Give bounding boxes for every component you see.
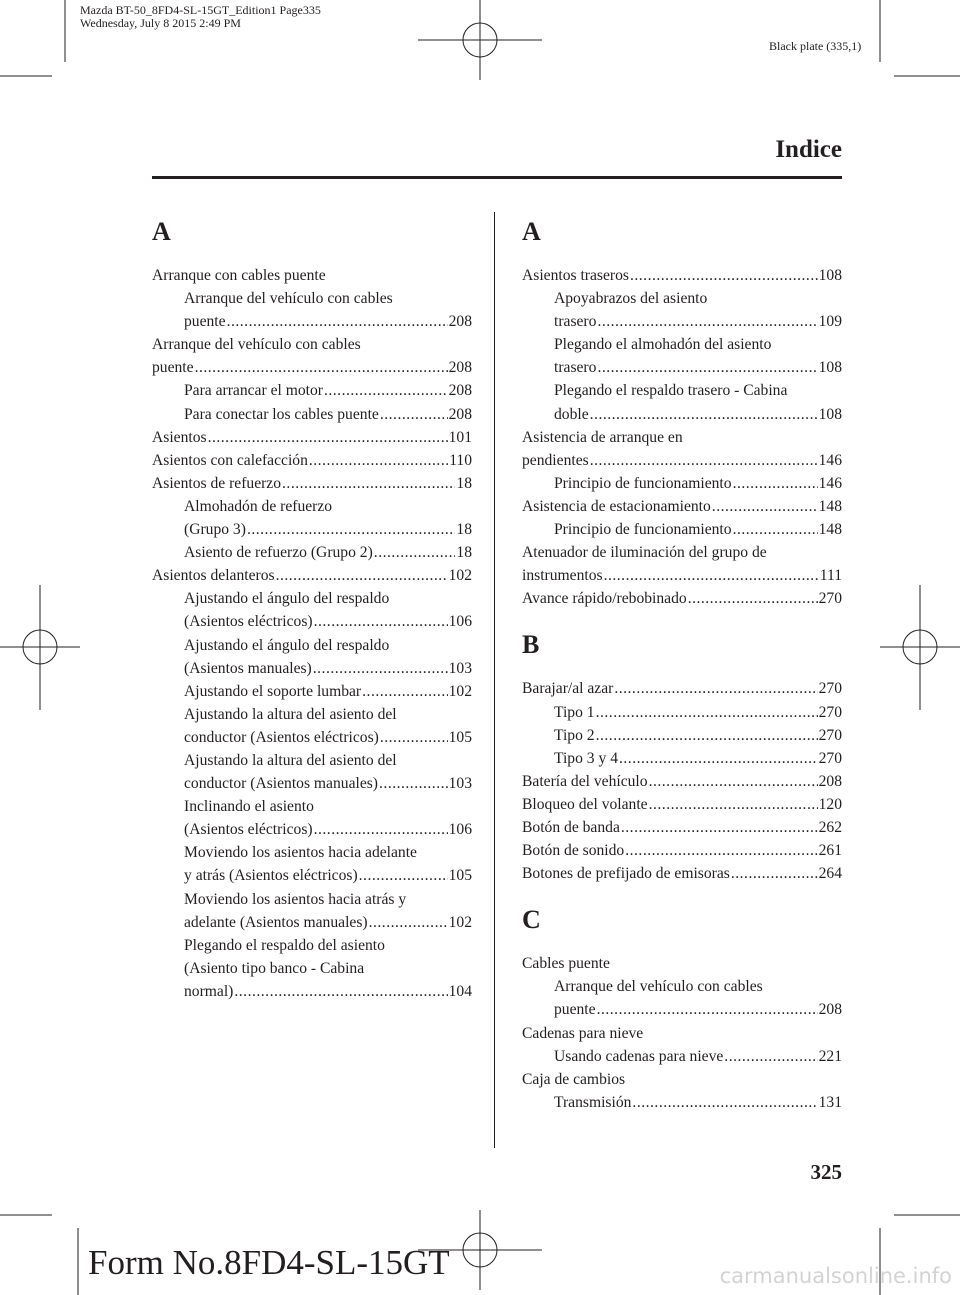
entry-text: doble [554,405,589,423]
entry-page: 109 [818,313,842,331]
index-entry [152,795,472,818]
entry-text: Atenuador de iluminación del grupo de [522,544,767,562]
dot-leader [597,998,818,1021]
entry-page: 208 [448,405,472,423]
entry-text: Asientos [152,428,207,446]
index-entry [152,726,472,749]
index-entry [522,747,842,770]
index-entry [522,793,842,816]
index-entry [522,287,842,310]
entry-text: (Asientos eléctricos) [184,821,313,839]
entry-page: 103 [448,659,472,677]
index-entry [152,749,472,772]
index-entry [152,333,472,356]
entry-page: 106 [448,613,472,631]
entry-text: Cables puente [522,955,610,973]
entry-text: Avance rápido/rebobinado [522,590,687,608]
entry-text: Barajar/al azar [522,680,614,698]
entry-text: Arranque del vehículo con cables [152,336,361,354]
entry-page: 105 [448,867,472,885]
entry-page: 261 [818,842,842,860]
entry-text: Arranque con cables puente [152,267,326,284]
index-entry [522,379,842,402]
dot-leader [630,264,818,287]
entry-text: Asistencia de estacionamiento [522,497,711,515]
section-title: Indice [775,136,842,163]
dot-leader [234,980,447,1003]
entry-page: 148 [818,521,842,539]
index-entry [152,587,472,610]
dot-leader [379,772,448,795]
entry-text: Botón de sonido [522,842,625,860]
entry-text: Tipo 1 [554,703,595,721]
entry-text: Asientos con calefacción [152,451,308,469]
print-header-date: Wednesday, July 8 2015 2:49 PM [80,16,241,30]
dot-leader [596,701,818,724]
index-entry [522,770,842,793]
entry-text: Botón de banda [522,818,620,836]
entry-text: adelante (Asientos manuales) [184,913,368,931]
index-entry [522,1022,842,1045]
entry-text: Ajustando el ángulo del respaldo [184,590,390,608]
entry-text: Plegando el almohadón del asiento [554,336,772,354]
dot-leader [649,793,818,816]
dot-leader [374,541,456,564]
entry-page: 270 [818,590,842,608]
dot-leader [227,310,448,333]
dot-leader [604,564,819,587]
entry-text: Principio de funcionamiento [554,521,732,539]
index-entry [152,264,472,287]
entry-page: 270 [818,703,842,721]
index-entry [152,911,472,934]
entry-text: Caja de cambios [522,1070,626,1088]
index-entry [152,772,472,795]
entry-text: conductor (Asientos manuales) [184,775,379,793]
entry-page: 208 [818,1001,842,1019]
entry-text: Inclinando el asiento [184,798,314,816]
dot-leader [731,862,818,885]
index-entry [522,472,842,495]
entry-text: Batería del vehículo [522,772,648,790]
index-entry [152,379,472,402]
entry-page: 102 [448,913,472,931]
entry-page: 270 [818,680,842,698]
entry-text: (Asiento tipo banco - Cabina [184,959,365,977]
index-entry [152,518,472,541]
dot-leader [625,839,817,862]
entry-text: puente [184,313,226,331]
dot-leader [590,449,818,472]
entry-text: trasero [554,359,597,377]
entry-text: (Asientos eléctricos) [184,613,313,631]
entry-text: Arranque del vehículo con cables [184,290,393,308]
entry-text: Plegando el respaldo trasero - Cabina [554,382,788,400]
index-entry [522,998,842,1021]
column-separator [494,212,495,1148]
index-entry [522,1045,842,1068]
entry-text: normal) [184,982,234,1000]
index-entry [152,310,472,333]
index-entry [522,862,842,885]
dot-leader [649,770,818,793]
entry-text: Para conectar los cables puente [184,405,379,423]
index-entry [152,472,472,495]
index-entry [522,816,842,839]
entry-text: Arranque del vehículo con cables [554,978,763,996]
index-entry [152,957,472,980]
entry-page: 105 [448,728,472,746]
watermark: carmanualsonline.info [719,1264,952,1288]
entry-page: 270 [818,749,842,767]
dot-leader [724,1045,817,1068]
index-entry [152,703,472,726]
entry-page: 270 [818,726,842,744]
dot-leader [632,1091,817,1114]
index-entry [522,839,842,862]
index-entry [522,724,842,747]
entry-page: 101 [448,428,472,446]
page-number: 325 [810,1160,842,1184]
entry-text: puente [152,359,194,377]
index-entry [522,1091,842,1114]
index-entry [152,980,472,1003]
dot-leader [282,472,455,495]
entry-page: 111 [819,567,842,585]
index-entry [522,426,842,449]
index-entry [152,657,472,680]
entry-text: Bloqueo del volante [522,795,648,813]
entry-text: pendientes [522,451,589,469]
print-header-file: Mazda BT-50_8FD4-SL-15GT_Edition1 Page335 [80,3,321,17]
entry-page: 146 [818,451,842,469]
form-number: Form No.8FD4-SL-15GT [88,1243,450,1282]
dot-leader [688,587,818,610]
dot-leader [380,403,448,426]
entry-text: Almohadón de refuerzo [184,497,333,515]
index-entry [522,449,842,472]
entry-text: conductor (Asientos eléctricos) [184,728,379,746]
index-entry [152,634,472,657]
index-entry [522,264,842,287]
entry-text: Moviendo los asientos hacia adelante [184,844,417,862]
index-entry [152,888,472,911]
entry-page: 103 [448,775,472,793]
entry-text: (Asientos manuales) [184,659,312,677]
entry-page: 108 [818,359,842,377]
dot-leader [733,472,818,495]
index-entry [152,449,472,472]
index-right-column [522,212,842,1114]
index-entry [152,610,472,633]
entry-page: 208 [448,359,472,377]
entry-text: Para arrancar el motor [184,382,323,400]
index-entry [152,864,472,887]
dot-leader [208,426,448,449]
entry-text: Asistencia de arranque en [522,428,683,446]
index-entry [522,564,842,587]
print-header-plate: Black plate (335,1) [769,39,862,53]
dot-leader [621,816,818,839]
index-entry [152,564,472,587]
entry-text: Tipo 2 [554,726,595,744]
entry-page: 18 [456,521,472,539]
entry-page: 208 [448,382,472,400]
dot-leader [247,518,455,541]
entry-text: Moviendo los asientos hacia atrás y [184,890,407,908]
index-entry [152,426,472,449]
index-entry [152,495,472,518]
dot-leader [733,518,818,541]
title-rule [152,176,842,179]
dot-leader [597,356,817,379]
index-entry [522,403,842,426]
index-entry [152,403,472,426]
entry-page: 108 [818,405,842,423]
dot-leader [712,495,818,518]
index-entry [522,587,842,610]
entry-page: 104 [448,982,472,1000]
entry-page: 148 [818,497,842,515]
entry-text: Tipo 3 y 4 [554,749,618,767]
index-entry [152,818,472,841]
entry-text: y atrás (Asientos eléctricos) [184,867,358,885]
dot-leader [309,449,448,472]
dot-leader [614,677,817,700]
entry-text: instrumentos [522,567,603,585]
index-entry [522,1068,842,1091]
index-entry [522,701,842,724]
index-entry [522,310,842,333]
entry-page: 264 [818,865,842,883]
entry-text: Asiento de refuerzo (Grupo 2) [184,544,373,562]
entry-page: 102 [448,567,472,585]
index-entry [152,356,472,379]
entry-text: Asientos de refuerzo [152,474,282,492]
entry-page: 110 [449,451,472,469]
dot-leader [195,356,448,379]
index-entry [152,934,472,957]
index-entry [152,541,472,564]
dot-leader [596,724,818,747]
entry-text: Usando cadenas para nieve [554,1047,724,1065]
entry-text: Cadenas para nieve [522,1024,644,1042]
section-letter: B [522,630,540,660]
entry-text: Transmisión [554,1093,632,1111]
section-letter: C [522,905,541,935]
entry-page: 102 [448,682,472,700]
index-entry [152,841,472,864]
dot-leader [369,911,448,934]
entry-text: Plegando el respaldo del asiento [184,936,385,954]
index-entry [522,495,842,518]
entry-page: 208 [448,313,472,331]
entry-text: trasero [554,313,597,331]
section-letter: A [522,217,541,246]
section-letter: A [152,217,171,246]
entry-page: 120 [818,795,842,813]
entry-text: Ajustando el ángulo del respaldo [184,636,390,654]
dot-leader [324,379,448,402]
dot-leader [276,564,448,587]
entry-page: 131 [818,1093,842,1111]
entry-text: Ajustando la altura del asiento del [184,705,397,723]
dot-leader [313,657,448,680]
dot-leader [619,747,818,770]
index-entry [522,975,842,998]
dot-leader [380,726,448,749]
dot-leader [314,818,448,841]
entry-text: (Grupo 3) [184,521,246,539]
index-entry [522,356,842,379]
entry-text: Asientos traseros [522,267,629,284]
entry-text: Botones de prefijado de emisoras [522,865,730,883]
entry-page: 262 [818,818,842,836]
index-entry [522,952,842,975]
index-entry [152,680,472,703]
entry-text: Principio de funcionamiento [554,474,732,492]
index-entry [522,541,842,564]
index-left-column [152,212,472,1003]
dot-leader [359,864,448,887]
index-entry [522,333,842,356]
index-entry [522,518,842,541]
dot-leader [597,310,817,333]
entry-page: 221 [818,1047,842,1065]
index-entry [152,287,472,310]
entry-page: 146 [818,474,842,492]
entry-page: 18 [456,474,472,492]
dot-leader [314,610,448,633]
entry-page: 106 [448,821,472,839]
entry-text: Ajustando el soporte lumbar [184,682,362,700]
entry-text: puente [554,1001,596,1019]
entry-text: Asientos delanteros [152,567,275,585]
entry-page: 208 [818,772,842,790]
index-entry [522,677,842,700]
dot-leader [590,403,818,426]
entry-text: Ajustando la altura del asiento del [184,751,397,769]
entry-page: 18 [456,544,472,562]
dot-leader [362,680,447,703]
entry-page: 108 [818,267,842,284]
entry-text: Apoyabrazos del asiento [554,290,708,308]
